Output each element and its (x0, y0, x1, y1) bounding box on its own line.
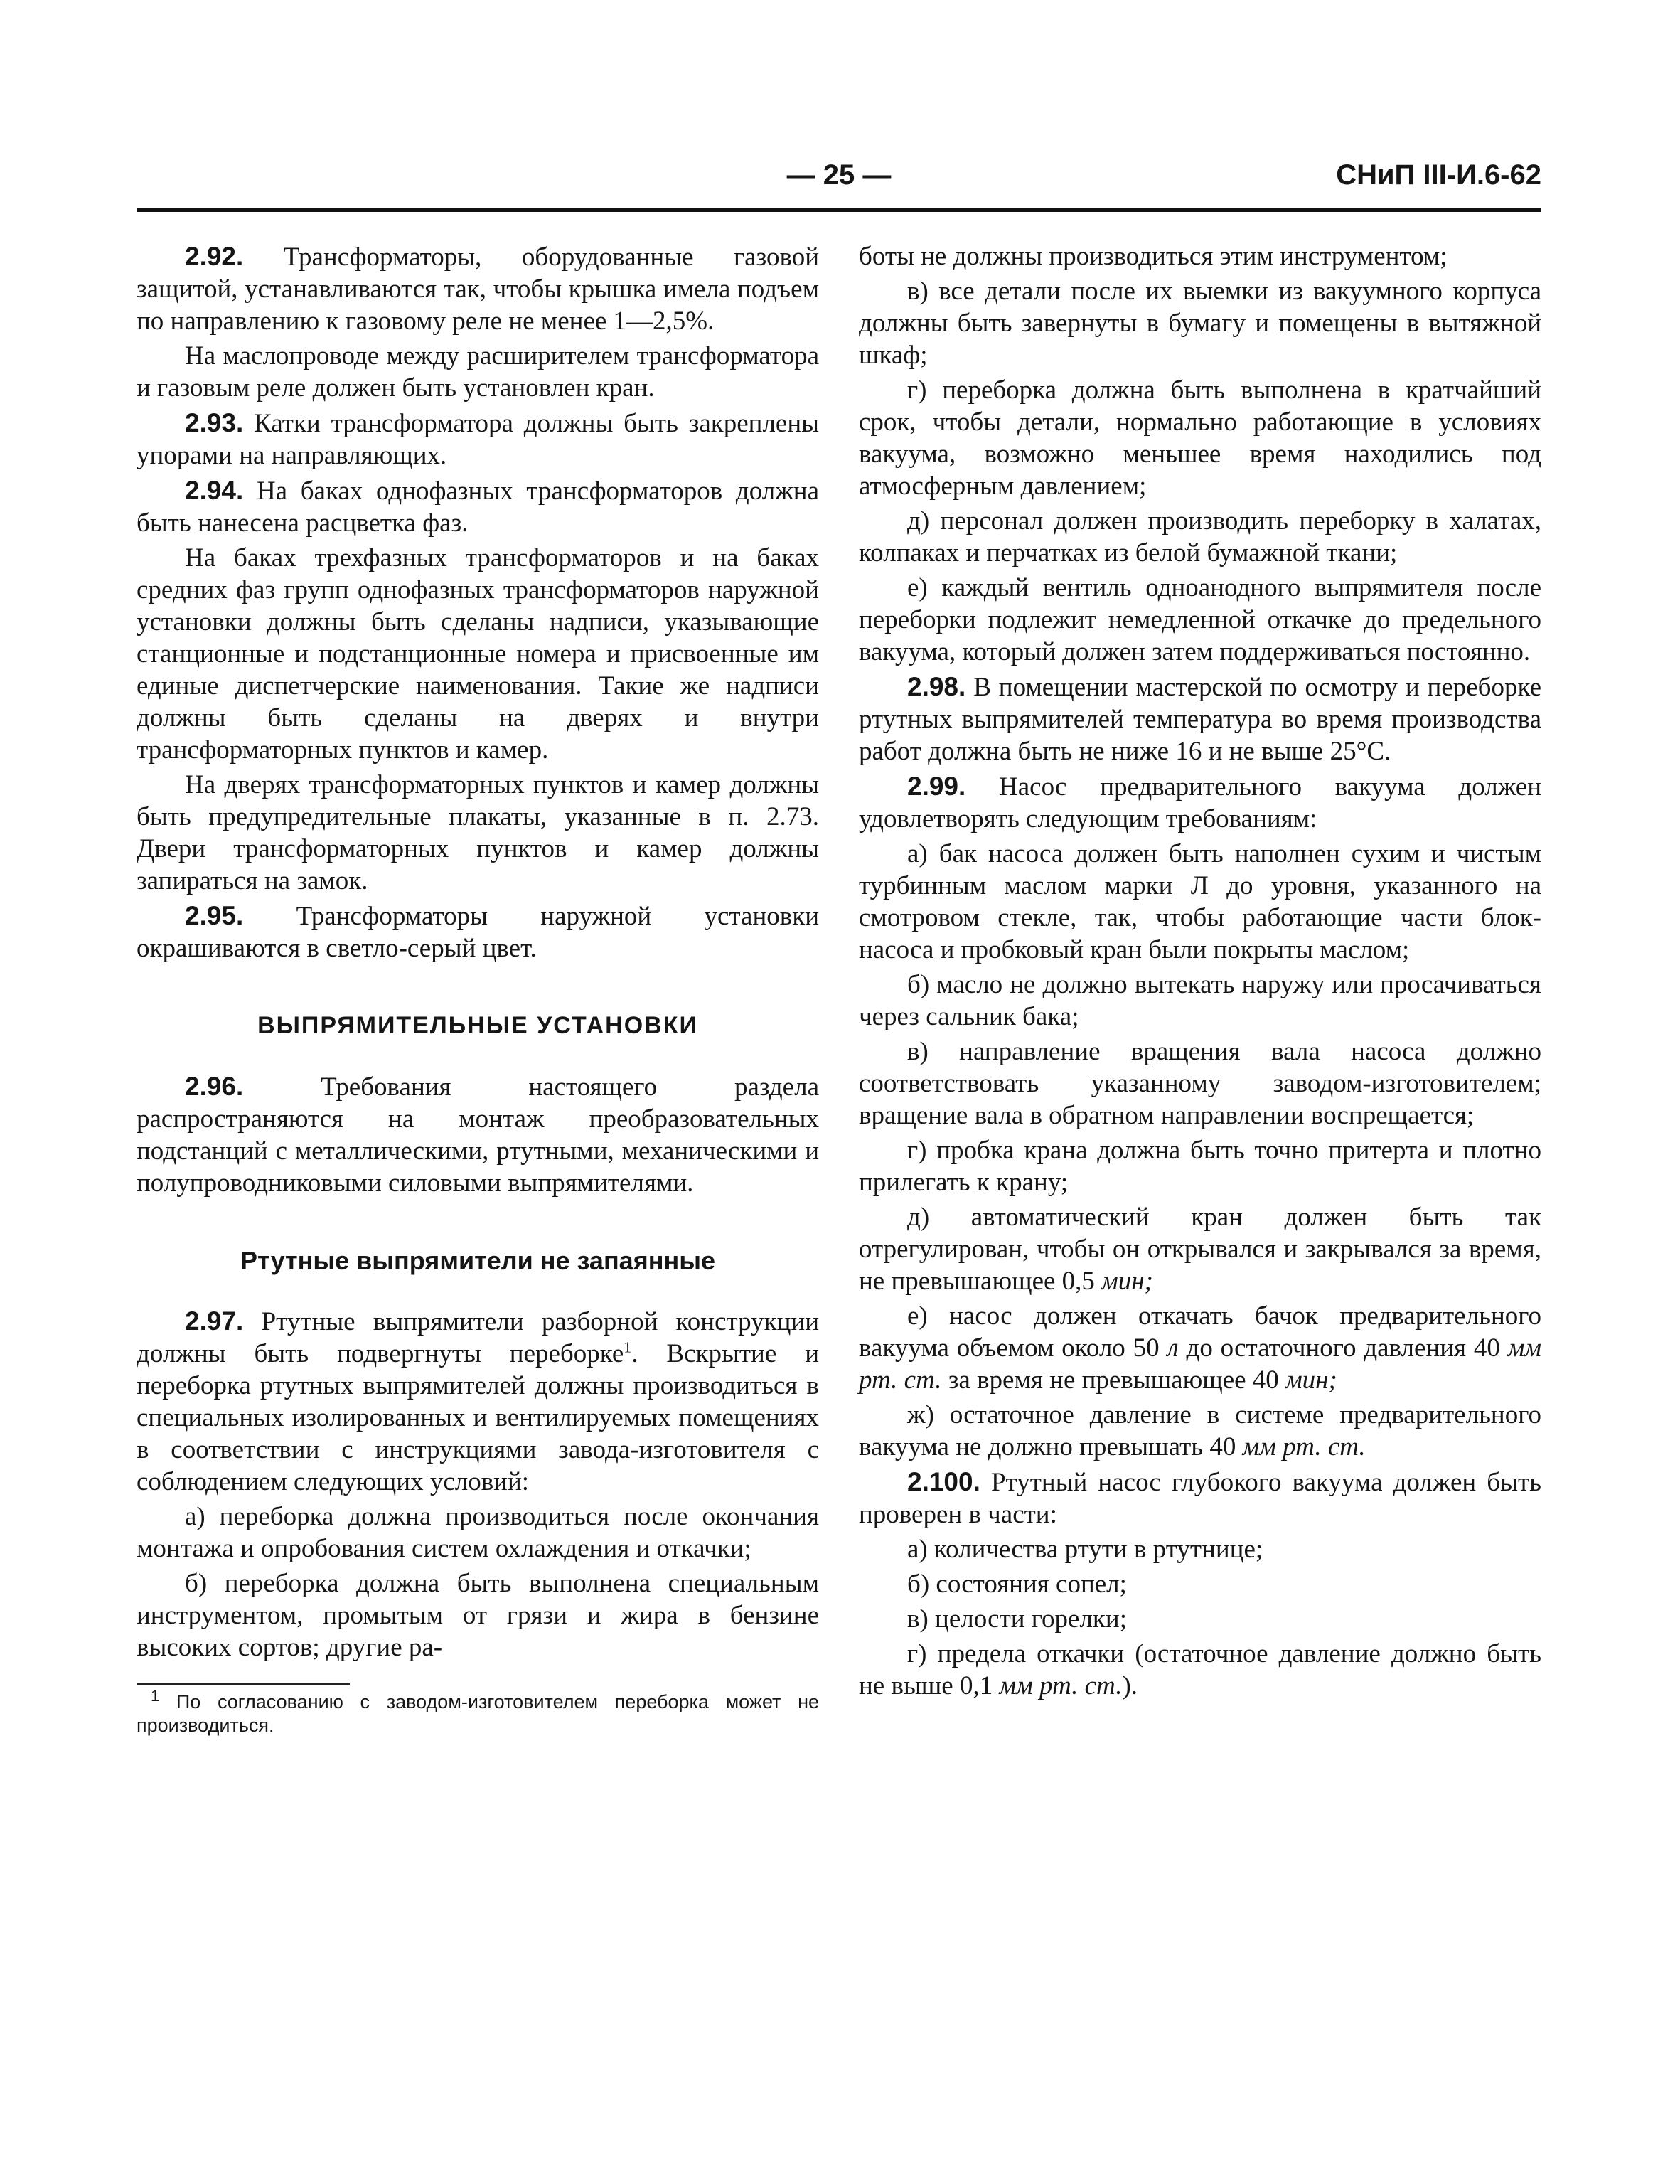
footnote (137, 1687, 819, 1737)
clause-text: Ртутные выпрямители разборной конструкции должны быть подвергнуты переборке (137, 1307, 819, 1368)
clause-number: 2.98. (907, 672, 966, 701)
clause-text: Катки трансформатора должны быть закреплены упорами на направляющих. (137, 409, 819, 470)
item-text: до остаточного давления 40 (1178, 1333, 1508, 1363)
list-item-b: б) переборка должна быть выполнена специальным инструментом, промытым от грязи и жира в бензине высоких сортов; другие ра- (137, 1569, 819, 1662)
clause-number: 2.94. (185, 476, 244, 505)
left-column (137, 240, 819, 1737)
paragraph-2-100 (859, 1466, 1541, 1530)
check-item-g (859, 1638, 1541, 1702)
paragraph-2-94 (137, 474, 819, 539)
subsection-heading-mercury: Ртутные выпрямители не запаянные (240, 1246, 715, 1275)
clause-text: Трансформаторы наружной установки окрашиваются в светло-серый цвет. (137, 902, 819, 963)
page-header (137, 159, 1541, 209)
clause-text: . Вскрытие и переборка ртутных выпрямителей должны производиться в специальных изолированных и вентилируемых помещениях в соответствии с инструкциями завода-изготовителя с соблюдением следующих условий: (137, 1339, 819, 1496)
clause-number: 2.93. (185, 408, 244, 437)
unit: мм рт. ст. (999, 1671, 1123, 1700)
unit: л (1167, 1333, 1179, 1363)
pump-item-b: б) масло не должно вытекать наружу или просачиваться через сальник бака; (859, 970, 1541, 1031)
clause-number: 2.97. (185, 1306, 244, 1336)
clause-text: На баках однофазных трансформаторов должна быть нанесена расцветка фаз. (137, 476, 819, 538)
paragraph-2-98 (859, 671, 1541, 767)
item-text: ж) остаточное давление в системе предварительного вакуума не должно превышать 40 (859, 1400, 1541, 1461)
paragraph-2-93 (137, 407, 819, 472)
unit: мм рт. ст. (1242, 1432, 1366, 1461)
paragraph-2-94-cont1: На баках трехфазных трансформаторов и на баках средних фаз групп однофазных трансформаторов наружной установки должны быть сделаны надписи, указывающие станционные и подстанционные номера и присвоенные им единые диспетчерские наименования. Такие же надписи должны быть сделаны на дверях и внутри трансформаторных пунктов и камер. (137, 543, 819, 765)
pump-item-v: в) направление вращения вала насоса должно соответствовать указанному заводом-изготовителем; вращение вала в обратном направлении воспрещается; (859, 1037, 1541, 1130)
clause-number: 2.99. (907, 772, 966, 801)
list-item-b-cont: боты не должны производиться этим инструментом; (859, 242, 1448, 271)
page-number: — 25 — (786, 159, 892, 191)
pump-item-d (859, 1201, 1541, 1297)
header-rule (137, 208, 1541, 212)
section-heading-rectifiers: ВЫПРЯМИТЕЛЬНЫЕ УСТАНОВКИ (257, 1012, 698, 1039)
unit: мин; (1101, 1267, 1153, 1296)
paragraph-2-95 (137, 900, 819, 964)
list-item-e: е) каждый вентиль одноанодного выпрямителя после переборки подлежит немедленной откачке до предельного вакуума, который должен затем поддерживаться постоянно. (859, 573, 1541, 666)
item-text: г) предела откачки (остаточное давление должно быть не выше 0,1 (859, 1639, 1541, 1700)
check-item-b: б) состояния сопел; (907, 1570, 1127, 1599)
paragraph-2-92 (137, 240, 819, 337)
item-text: д) автоматический кран должен быть так отрегулирован, чтобы он открывался и закрывался за время, не превышающее 0,5 (859, 1203, 1541, 1296)
clause-number: 2.96. (185, 1072, 244, 1101)
right-column (859, 240, 1541, 1705)
clause-text: Трансформаторы, оборудованные газовой защитой, устанавливаются так, чтобы крышка имела подъем по направлению к газовому реле не менее 1—2,5%. (137, 243, 819, 336)
paragraph-2-96 (137, 1070, 819, 1199)
pump-item-e (859, 1300, 1541, 1396)
footnote-marker: 1 (151, 1687, 160, 1705)
document-id: СНиП III-И.6-62 (1336, 159, 1541, 191)
clause-number: 2.100. (907, 1467, 980, 1496)
pump-item-zh (859, 1399, 1541, 1463)
item-text: за время не превышающее 40 (941, 1365, 1286, 1395)
clause-text: Насос предварительного вакуума должен удовлетворять следующим требованиям: (859, 772, 1541, 833)
item-text: ). (1122, 1671, 1138, 1700)
list-item-v: в) все детали после их выемки из вакуумного корпуса должны быть завернуты в бумагу и помещены в вытяжной шкаф; (859, 277, 1541, 370)
paragraph-2-94-cont2: На дверях трансформаторных пунктов и камер должны быть предупредительные плакаты, указанные в п. 2.73. Двери трансформаторных пунктов и камер должны запираться на замок. (137, 770, 819, 895)
paragraph-2-97 (137, 1305, 819, 1498)
pump-item-a: а) бак насоса должен быть наполнен сухим и чистым турбинным маслом марки Л до уровня, указанного на смотровом стекле, так, чтобы работающие части блок-насоса и пробковый кран были покрыты маслом; (859, 839, 1541, 964)
item-text: е) насос должен откачать бачок предварительного вакуума объемом около 50 (859, 1301, 1541, 1363)
clause-number: 2.92. (185, 242, 244, 271)
paragraph-2-92-cont: На маслопроводе между расширителем трансформатора и газовым реле должен быть установлен кран. (137, 341, 819, 403)
clause-text: Ртутный насос глубокого вакуума должен быть проверен в части: (859, 1468, 1541, 1529)
list-item-d: д) персонал должен производить переборку в халатах, колпаках и перчатках из белой бумажной ткани; (859, 506, 1541, 568)
paragraph-2-99 (859, 770, 1541, 835)
footnote-text: По согласованию с заводом-изготовителем переборка может не производиться. (137, 1691, 819, 1736)
clause-text: Требования настоящего раздела распространяются на монтаж преобразовательных подстанций с металлическими, ртутными, механическими и полупроводниковыми силовыми выпрямителями. (137, 1072, 819, 1198)
clause-number: 2.95. (185, 901, 244, 930)
footnote-rule (137, 1683, 350, 1685)
check-item-v: в) целости горелки; (907, 1604, 1127, 1634)
unit: мм рт. ст. (859, 1333, 1541, 1395)
list-item-g: г) переборка должна быть выполнена в кратчайший срок, чтобы детали, нормально работающие в условиях вакуума, возможно меньшее время находились под атмосферным давлением; (859, 375, 1541, 501)
pump-item-g: г) пробка крана должна быть точно притерта и плотно прилегать к крану; (859, 1136, 1541, 1197)
unit: мин; (1285, 1365, 1337, 1395)
footnote-marker: 1 (624, 1338, 632, 1356)
clause-text: В помещении мастерской по осмотру и переборке ртутных выпрямителей температура во время производства работ должна быть не ниже 16 и не выше 25°С. (859, 673, 1541, 766)
list-item-a: а) переборка должна производиться после окончания монтажа и опробования систем охлаждения и откачки; (137, 1502, 819, 1563)
check-item-a: а) количества ртути в ртутнице; (907, 1535, 1263, 1564)
